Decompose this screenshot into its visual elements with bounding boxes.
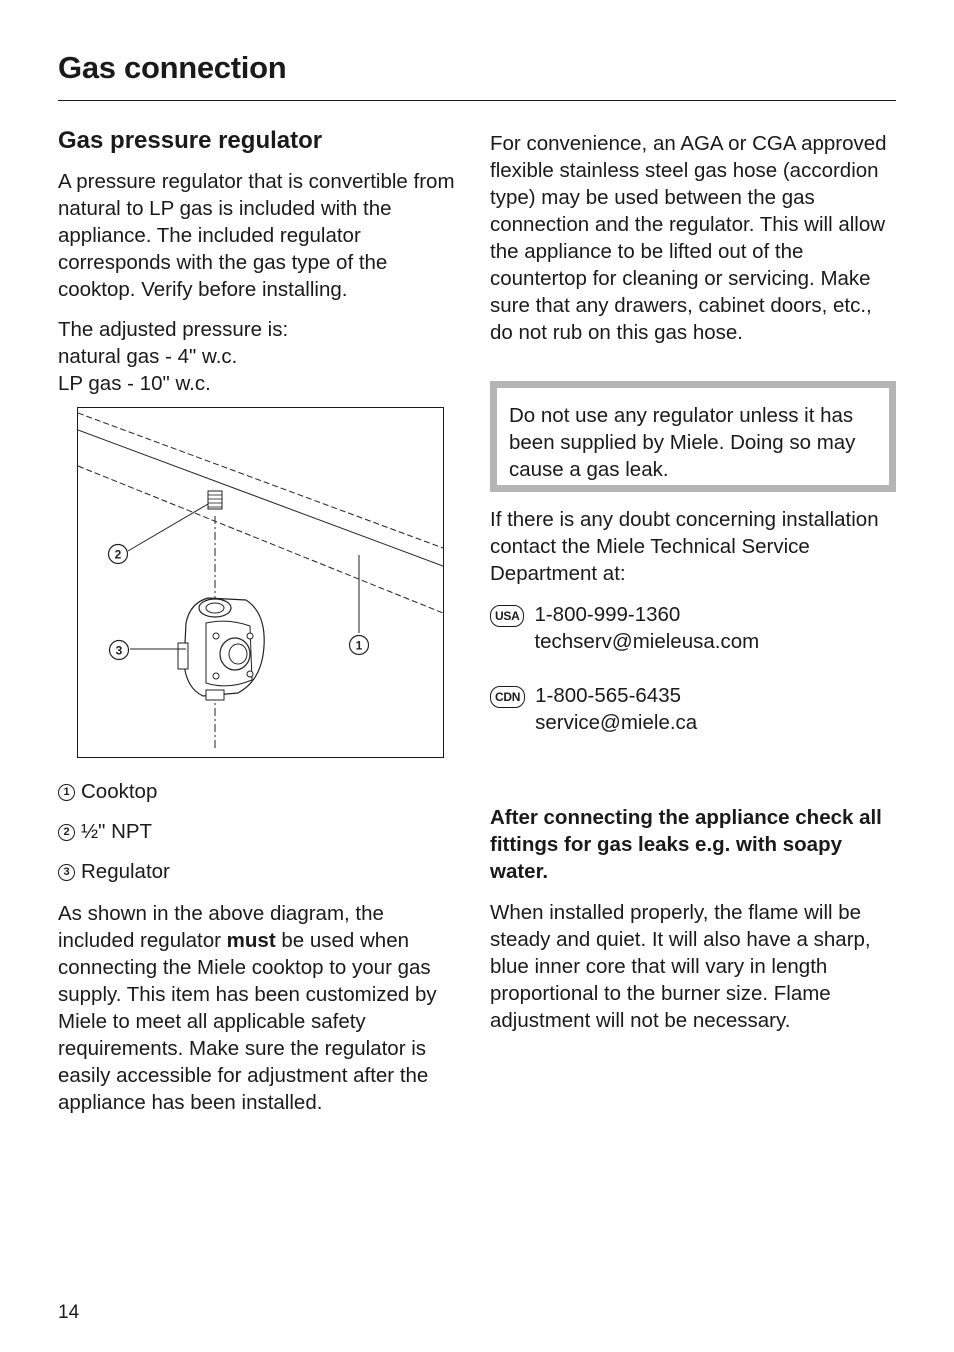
usage-text-1: As shown in the above diagram, the included regulator	[58, 902, 384, 952]
legend-item-cooktop	[58, 778, 170, 806]
flame-paragraph	[490, 899, 900, 1034]
callout-2	[109, 545, 128, 564]
doubt-paragraph: If there is any doubt concerning installation contact the Miele Technical Service Department at:	[490, 508, 879, 585]
usa-phone[interactable]: 1-800-999-1360	[534, 603, 681, 626]
usa-email[interactable]: techserv@mieleusa.com	[534, 630, 760, 653]
page-title: Gas connection	[58, 50, 287, 85]
warning-box	[490, 381, 896, 492]
regulator-illustration	[78, 408, 443, 757]
intro-paragraph: A pressure regulator that is convertible from natural to LP gas is included with the appliance. The included regulator corresponds with the gas type of the cooktop. Verify before installing.	[58, 170, 455, 301]
cdn-badge: CDN	[490, 686, 525, 708]
callout-2-label: 2	[114, 547, 122, 562]
pressure-line: The adjusted pressure is:	[58, 318, 289, 341]
legend-number: 1	[58, 784, 75, 801]
legend-number: 3	[58, 864, 75, 881]
callout-3-label: 3	[115, 643, 123, 658]
legend-item-npt	[58, 818, 170, 846]
regulator-body	[178, 598, 264, 700]
callout-3	[110, 641, 129, 660]
pressure-lp-gas: LP gas - 10" w.c.	[58, 372, 211, 395]
right-column	[490, 130, 900, 346]
leak-check-text: After connecting the appliance check all fittings for gas leaks e.g. with soapy water.	[490, 806, 882, 883]
left-column	[58, 124, 458, 397]
regulator-usage-paragraph	[58, 900, 458, 1116]
regulator-diagram	[77, 407, 444, 758]
callout-1	[350, 636, 369, 655]
convenience-paragraph: For convenience, an AGA or CGA approved flexible stainless steel gas hose (accordion type) may be used between the gas connection and the regulator. This will allow the appliance to be lifted out of the countertop for cleaning or servicing. Make sure that any drawers, cabinet doors, etc., do not rub on this gas hose.	[490, 132, 887, 344]
title-divider	[58, 100, 896, 101]
usage-text-2: be used when connecting the Miele cooktop to your gas supply. This item has been customized by Miele to meet all applicable safety requirements. Make sure the regulator is easily accessible for adjustment after the appliance has been installed.	[58, 929, 437, 1114]
diagram-legend	[58, 778, 170, 898]
legend-label: Regulator	[81, 860, 170, 883]
leak-check-notice	[490, 804, 900, 885]
usa-badge: USA	[490, 605, 524, 627]
pressure-block	[58, 316, 458, 397]
cdn-email[interactable]: service@miele.ca	[535, 711, 698, 734]
legend-label: Cooktop	[81, 780, 158, 803]
warning-text: Do not use any regulator unless it has been supplied by Miele. Doing so may cause a gas leak.	[509, 404, 856, 481]
cdn-phone[interactable]: 1-800-565-6435	[535, 684, 682, 707]
section-heading: Gas pressure regulator	[58, 127, 323, 154]
pressure-natural-gas: natural gas - 4" w.c.	[58, 345, 238, 368]
contact-intro	[490, 506, 900, 587]
legend-number: 2	[58, 824, 75, 841]
contact-cdn	[490, 682, 697, 736]
legend-label: ½" NPT	[81, 820, 153, 843]
page-number: 14	[58, 1302, 80, 1323]
contact-usa	[490, 601, 759, 655]
flame-text: When installed properly, the flame will be steady and quiet. It will also have a sharp, blue inner core that will vary in length proportional to the burner size. Flame adjustment will not be necessary.	[490, 901, 871, 1032]
npt-fitting	[208, 491, 222, 509]
legend-item-regulator	[58, 858, 170, 886]
callout-1-label: 1	[355, 638, 363, 653]
usage-emphasis: must	[226, 929, 276, 952]
